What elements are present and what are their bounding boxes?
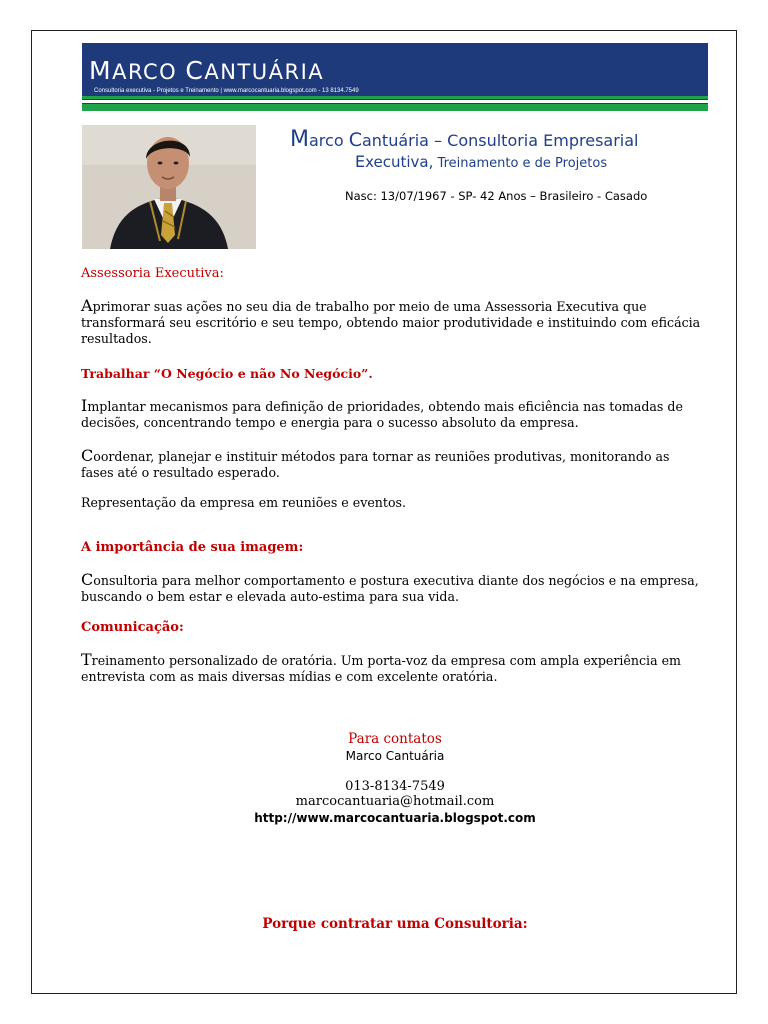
- paragraph-implantar: Implantar mecanismos para definição de prioridades, obtendo mais eficiência nas tomadas de decisões, concentrando tempo e energia para o sucesso absoluto da empresa.: [81, 396, 683, 430]
- birth-info: Nasc: 13/07/1967 - SP- 42 Anos – Brasileiro - Casado: [345, 189, 648, 203]
- paragraph-coordenar: Coordenar, planejar e instituir métodos para tornar as reuniões produtivas, monitorando as fases até o resultado esperado.: [81, 446, 670, 480]
- paragraph-assessoria: Aprimorar suas ações no seu dia de trabalho por meio de uma Assessoria Executiva que transformará seu escritório e seu tempo, obtendo maior produtividade e instituindo com eficácia resultados.: [81, 296, 701, 346]
- document-subtitle: Executiva, Treinamento e de Projetos: [355, 152, 608, 171]
- contact-phone: 013-8134-7549: [345, 779, 445, 794]
- contact-website[interactable]: http://www.marcocantuaria.blogspot.com: [254, 811, 536, 825]
- section-heading-assessoria: Assessoria Executiva:: [81, 266, 224, 281]
- header-banner: [82, 43, 708, 111]
- banner-tagline: Consultoria executiva - Projetos e Treinamento | www.marcocantuaria.blogspot.com - 13 8134.7549: [94, 88, 359, 94]
- document-title: Marco Cantuária – Consultoria Empresarial: [290, 127, 639, 152]
- contact-email[interactable]: marcocantuaria@hotmail.com: [295, 794, 495, 809]
- paragraph-representacao: Representação da empresa em reuniões e eventos.: [81, 495, 407, 510]
- section-heading-trabalhar: Trabalhar “O Negócio e não No Negócio”.: [81, 366, 373, 381]
- banner-stripe: [82, 100, 708, 103]
- banner-name: MARCO CANTUÁRIA: [89, 56, 325, 85]
- contact-name: Marco Cantuária: [345, 749, 445, 763]
- section-heading-imagem: A importância de sua imagem:: [81, 540, 304, 555]
- paragraph-consultoria: Consultoria para melhor comportamento e postura executiva diante dos negócios e na empresa, buscando o bem estar e elevada auto-estima para sua vida.: [81, 570, 699, 604]
- portrait-illustration: [82, 125, 256, 249]
- profile-photo: [82, 125, 256, 249]
- banner-stripe: [82, 104, 708, 111]
- section-heading-porque: Porque contratar uma Consultoria:: [262, 916, 528, 932]
- contacts-heading: Para contatos: [348, 731, 442, 747]
- paragraph-treinamento: Treinamento personalizado de oratória. Um porta-voz da empresa com ampla experiência em entrevista com as mais diversas mídias e com excelente oratória.: [81, 650, 681, 684]
- section-heading-comunicacao: Comunicação:: [81, 620, 184, 635]
- banner-stripe: [82, 96, 708, 99]
